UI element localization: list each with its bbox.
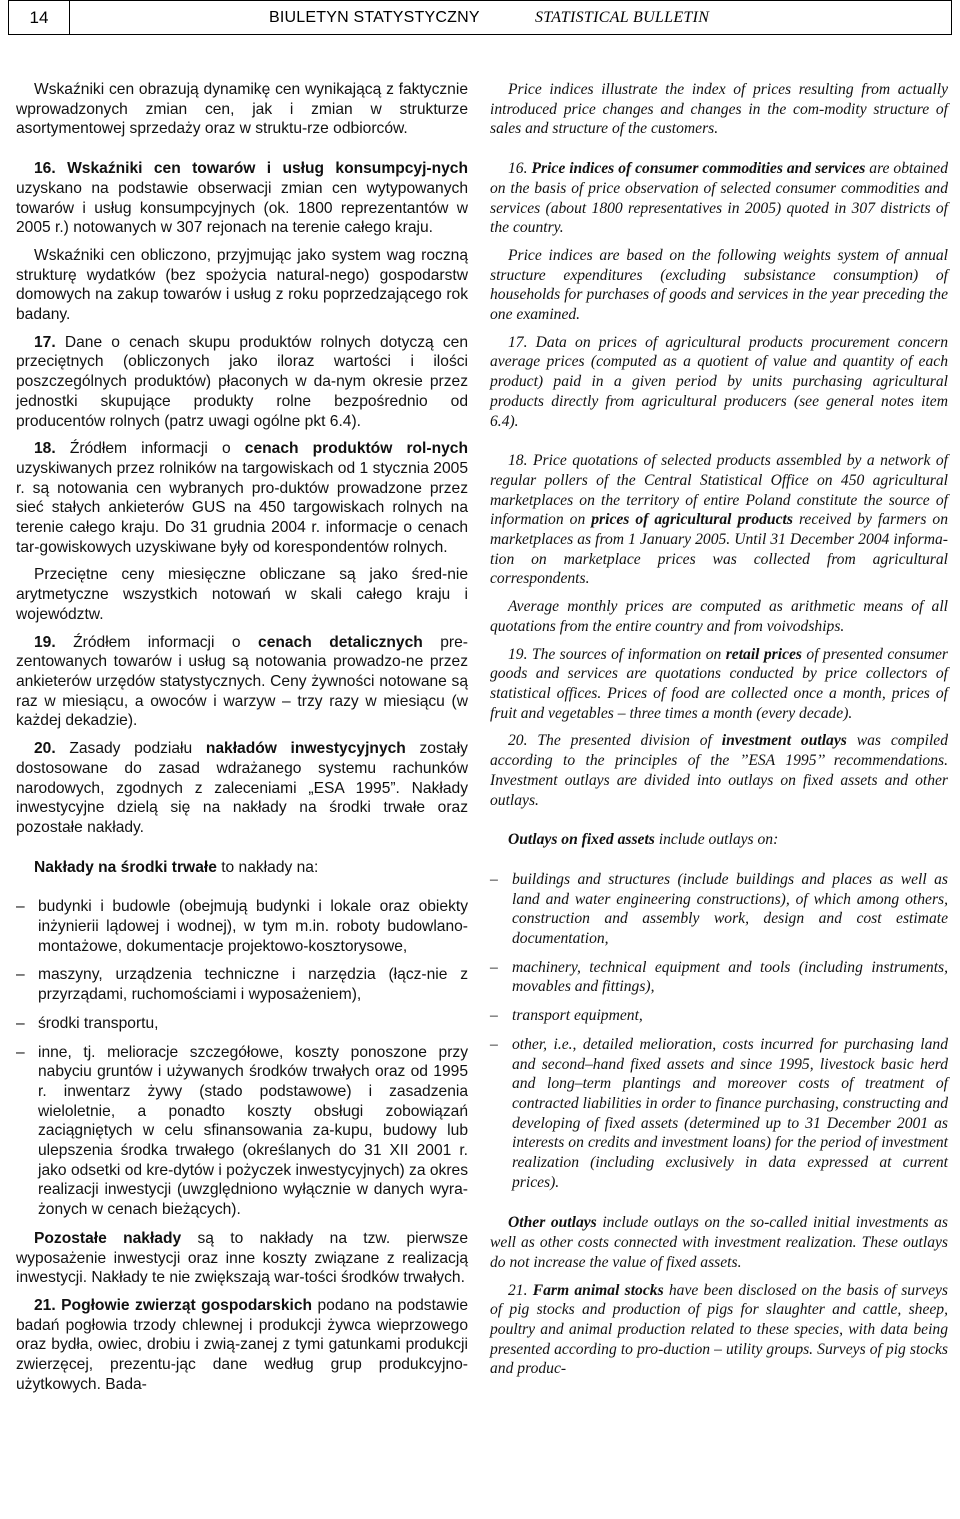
other-outlays-paragraph bbox=[490, 1213, 948, 1272]
section-18-average-paragraph: Przeciętne ceny miesięczne obliczane są jako śred-nie arytmetyczne wszystkich notowań w skali całego kraju i województw. bbox=[16, 566, 468, 623]
section-18-heading: prices of agricultural products bbox=[591, 511, 793, 529]
section-16 bbox=[16, 159, 468, 238]
list-item: – maszyny, urządzenia techniczne i narzędzia (łącz-nie z przyrządami, ruchomościami i wyposażeniem), bbox=[16, 965, 468, 1004]
list-item: – machinery, technical equipment and tools (including instruments, movables and fittings), bbox=[490, 958, 948, 997]
section-18-text-a: Źródłem informacji o bbox=[55, 440, 245, 458]
section-19-text-a: The sources of information on bbox=[527, 645, 726, 663]
fixed-assets-intro bbox=[16, 858, 468, 878]
section-20-heading: investment outlays bbox=[721, 732, 847, 750]
other-outlays-text: są to nakłady na tzw. pierwsze wyposażenie inwestycji oraz inne koszty związane z realizacją inwestycji. Nakłady te nie zwiększają war-tości środków trwałych. bbox=[16, 1229, 468, 1287]
section-20 bbox=[16, 739, 468, 838]
fixed-assets-intro bbox=[490, 830, 948, 850]
section-21-heading: Farm animal stocks bbox=[532, 1281, 664, 1299]
section-21 bbox=[490, 1281, 948, 1380]
section-19-text-b: of presented consumer goods and services are quotations conducted by price collectors of statistical offices. Prices of food are collected once a month, prices of fruit and vegetables – three times a month (every decade). bbox=[490, 645, 948, 722]
section-18-heading: cenach produktów rol-nych bbox=[244, 440, 468, 458]
english-column bbox=[490, 80, 948, 1387]
list-item: – inne, tj. melioracje szczegółowe, koszty ponoszone przy nabyciu gruntów i używanych środków trwałych oraz od 1995 r. inwentarz żywy (stado podstawowe) i zasadzenia wieloletnie, a ponadto koszty obsługi zobowiązań zaciągniętych w celu sfinansowania za-kupu, budowy lub ulepszenia środka trwałego (określanych do 31 XII 2001 r. jako odsetki od kre-dytów i pożyczek inwestycyjnych) za okres realizacji inwestycji (uwzględniono wyłącznie w danych wyra-żonych w cenach bieżących). bbox=[16, 1043, 468, 1220]
section-21-text: podano na podstawie badań pogłowia trzody chlewnej i produkcji żywca wieprzowego oraz bydła, owiec, drobiu i zwią-zanej z tymi gatunkami produkcji zwierzęcej, prezentu-jąc dane według grup produkcyjno-użytkowych. Bada- bbox=[16, 1296, 468, 1393]
section-16-heading: Price indices of consumer commodities and services bbox=[531, 160, 866, 178]
section-number: 19. bbox=[508, 645, 528, 663]
other-outlays-paragraph bbox=[16, 1229, 468, 1288]
section-20-text-b: zostały dostosowane do zasad wdrażanego systemu rachunków narodowych, zgodnych z zaleceniami „ESA 1995”. Nakłady inwestycyjne dzielą się na nakłady na środki trwałe oraz pozostałe nakłady. bbox=[16, 740, 468, 836]
section-17-text: Dane o cenach skupu produktów rolnych dotyczą cen przeciętnych (obliczonych jako iloraz wartości i ilości poszczególnych produktów) płaconych w da-nym okresie przez jednostki skupujące produkty rolne bezpośrednio od producentów rolnych (patrz uwagi ogólne pkt 6.4). bbox=[16, 333, 468, 430]
section-19 bbox=[16, 633, 468, 732]
section-18-text-b: uzyskiwanych przez rolników na targowiskach od 1 stycznia 2005 r. są notowania cen wybranych pro-duktów prowadzone przez sieć stałych ankieterów GUS na 450 targowiskach rolnych na terenie całego kraju. Do 31 grudnia 2004 r. informacje o cenach tar-gowiskowych uzyskiwane były od korespondentów rolnych. bbox=[16, 459, 468, 556]
section-18-text-a: Price quotations of selected products assembled by a network of regular pollers of the Central Statistical Office on 450 agricultural marketplaces on the territory of entire Poland constitute the source of information on bbox=[490, 452, 948, 529]
section-number: 19. bbox=[34, 633, 56, 651]
list-item: – środki transportu, bbox=[16, 1014, 468, 1034]
section-number: 16. bbox=[34, 160, 56, 178]
section-20-text-b: was compiled according to the principles of the ’’ESA 1995’’ recommendations. Investment outlays are divided into outlays on fixed assets and other outlays. bbox=[490, 732, 948, 809]
section-19 bbox=[490, 645, 948, 724]
list-item: – other, i.e., detailed melioration, costs incurred for purchasing land and second–hand fixed assets and since 1995, livestock basic herd and long–term plantings and moreover costs of treatment of contracted liabilities in order to finance purchasing, constructing and developing of fixed assets (determined up to 31 December 2001 as interests on credits and investment loans) for the period of investment realization (including exclusively in data expressed at current prices). bbox=[490, 1035, 948, 1193]
section-21 bbox=[16, 1296, 468, 1395]
section-17 bbox=[490, 333, 948, 432]
intro-paragraph: Wskaźniki cen obrazują dynamikę cen wynikającą z faktycznie wprowadzonych zmian cen, jak i zmian w strukturze asortymentowej sprzedaży oraz w struktu-rze odbiorców. bbox=[16, 81, 468, 138]
section-18 bbox=[16, 439, 468, 557]
section-20-text-a: Zasady podziału bbox=[55, 740, 206, 758]
fixed-assets-text: to nakłady na: bbox=[216, 858, 319, 876]
section-16 bbox=[490, 159, 948, 238]
section-16-weights-paragraph: Price indices are based on the following weights system of annual structure expenditures (excluding subsistance consumption) of households for purchases of goods and services in the year preceding the one examined. bbox=[490, 246, 948, 324]
header-title-polish: BIULETYN STATYSTYCZNY bbox=[269, 9, 480, 26]
section-number: 21. bbox=[34, 1296, 56, 1314]
fixed-assets-list bbox=[16, 897, 468, 1220]
section-19-heading: retail prices bbox=[725, 645, 802, 663]
section-20-heading: nakładów inwestycyjnych bbox=[205, 740, 406, 758]
fixed-assets-heading: Nakłady na środki trwałe bbox=[34, 858, 217, 876]
section-number: 16. bbox=[508, 160, 528, 178]
fixed-assets-heading: Outlays on fixed assets bbox=[508, 831, 655, 849]
fixed-assets-text: include outlays on: bbox=[654, 831, 779, 849]
other-outlays-text: include outlays on the so-called initial investments as well as other costs connected with investment realization. These outlays do not increase the value of fixed assets. bbox=[490, 1214, 949, 1271]
section-21-text: have been disclosed on the basis of surveys of pig stocks and production of pigs for slaughter and cattle, sheep, poultry and animal production related to these species, with data being presented according to pro-duction – utility groups. Surveys of pig stocks and produc- bbox=[490, 1281, 948, 1378]
section-18-average-paragraph: Average monthly prices are computed as arithmetic means of all quotations from the entire country and from voivodships. bbox=[490, 598, 948, 635]
intro-paragraph: Price indices illustrate the index of prices resulting from actually introduced price changes and changes in the com-modity structure of sales and structure of the customers. bbox=[490, 81, 948, 138]
other-outlays-heading: Pozostałe nakłady bbox=[34, 1229, 182, 1247]
section-number: 17. bbox=[508, 333, 528, 351]
section-18-text-b: received by farmers on marketplaces as from 1 January 2005. Until 31 December 2004 informa-tion on marketplace prices was collected from agricultural correspondents. bbox=[490, 511, 948, 588]
polish-column bbox=[16, 80, 468, 1402]
other-outlays-heading: Other outlays bbox=[508, 1214, 597, 1232]
section-17 bbox=[16, 333, 468, 432]
header-title-english: STATISTICAL BULLETIN bbox=[535, 9, 710, 26]
list-item: – transport equipment, bbox=[490, 1006, 948, 1026]
section-number: 18. bbox=[508, 452, 528, 470]
section-number: 18. bbox=[34, 440, 56, 458]
section-19-text-b: pre-zentowanych towarów i usług są notowania prowadzo-ne przez ankieterów urzędów statystycznych. Ceny żywności notowane są raz w miesiącu, a owoców i warzyw – trzy razy w miesiącu (w każdej dekadzie). bbox=[16, 633, 468, 730]
section-20-text-a: The presented division of bbox=[527, 732, 722, 750]
section-20 bbox=[490, 731, 948, 810]
section-16-text: are obtained on the basis of price observation of selected consumer commodities and services (about 1800 representatives in 2005) quoted in 307 districts of the country. bbox=[490, 160, 949, 237]
section-19-heading: cenach detalicznych bbox=[258, 633, 423, 651]
section-number: 20. bbox=[34, 740, 56, 758]
list-item: – buildings and structures (include buildings and places as well as land and water engineering constructions), of which among others, construction and assembly work, design and cost estimate documentation, bbox=[490, 870, 948, 949]
section-19-text-a: Źródłem informacji o bbox=[55, 633, 259, 651]
section-number: 17. bbox=[34, 333, 56, 351]
page-number: 14 bbox=[9, 1, 70, 34]
section-number: 21. bbox=[508, 1281, 528, 1299]
section-16-weights-paragraph: Wskaźniki cen obliczono, przyjmując jako system wag roczną strukturę wydatków (bez spożycia natural-nego) gospodarstw domowych na zakup towarów i usług z roku poprzedzającego rok badany. bbox=[16, 246, 468, 324]
section-number: 20. bbox=[508, 732, 528, 750]
list-item: – budynki i budowle (obejmują budynki i lokale oraz obiekty inżynierii lądowej i wodnej), w tym m.in. roboty budowlano-montażowe, dokumentacje projektowo-kosztorysowe, bbox=[16, 897, 468, 956]
section-17-text: Data on prices of agricultural products procurement concern average prices (computed as a quotient of value and quantity of each product) paid in a given period by units purchasing agricultural products directly from agricultural producers (see general notes item 6.4). bbox=[490, 333, 948, 430]
fixed-assets-list bbox=[490, 870, 948, 1193]
section-21-heading: Pogłowie zwierząt gospodarskich bbox=[61, 1296, 313, 1314]
section-16-heading: Wskaźniki cen towarów i usług konsumpcyj-nych bbox=[67, 160, 468, 178]
section-16-text: uzyskano na podstawie obserwacji zmian cen wytypowanych towarów i usług konsumpcyjnych (ok. 1800 reprezentantów w 2005 r.) notowanych w 307 rejonach na terenie całego kraju. bbox=[16, 179, 468, 237]
section-18 bbox=[490, 451, 948, 589]
page-header bbox=[8, 0, 952, 35]
